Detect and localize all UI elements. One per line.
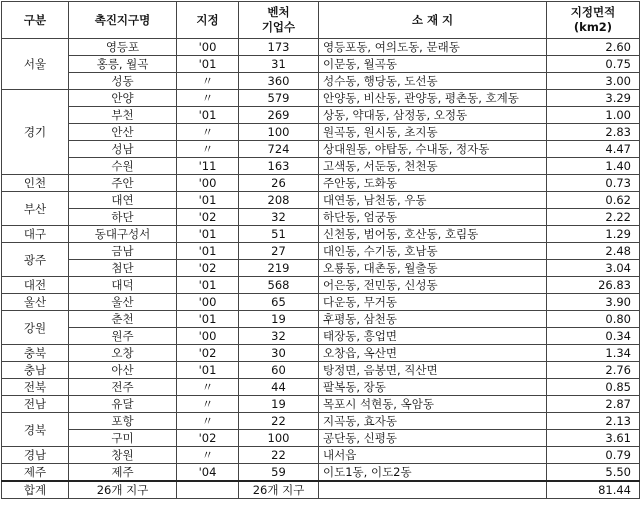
table-row xyxy=(2,464,640,482)
venture-count-cell: 31 xyxy=(239,56,319,73)
designated-year-cell: '11 xyxy=(177,158,239,175)
location-cell: 공단동, 신평동 xyxy=(319,430,547,447)
location-cell: 어은동, 전민동, 신성동 xyxy=(319,277,547,294)
venture-count-cell: 19 xyxy=(239,396,319,413)
designated-year-cell: '01 xyxy=(177,311,239,328)
area-cell: 1.40 xyxy=(547,158,640,175)
region-cell: 충남 xyxy=(2,362,69,379)
area-cell: 3.04 xyxy=(547,260,640,277)
area-cell: 2.13 xyxy=(547,413,640,430)
table-row xyxy=(2,107,640,124)
zone-name-cell: 구미 xyxy=(69,430,177,447)
location-cell: 성수동, 행당동, 도선동 xyxy=(319,73,547,90)
total-count: 26개 지구 xyxy=(239,481,319,499)
table-row xyxy=(2,328,640,345)
designated-year-cell: '00 xyxy=(177,39,239,56)
area-cell: 3.90 xyxy=(547,294,640,311)
region-cell: 부산 xyxy=(2,192,69,226)
designated-year-cell: '01 xyxy=(177,56,239,73)
region-cell: 광주 xyxy=(2,243,69,277)
designated-year-cell: 〃 xyxy=(177,413,239,430)
table-row xyxy=(2,158,640,175)
location-cell: 오룡동, 대촌동, 월출동 xyxy=(319,260,547,277)
table-row xyxy=(2,447,640,464)
zone-name-cell: 부천 xyxy=(69,107,177,124)
total-zones: 26개 지구 xyxy=(69,481,177,499)
venture-count-cell: 44 xyxy=(239,379,319,396)
table-row xyxy=(2,73,640,90)
zone-name-cell: 안산 xyxy=(69,124,177,141)
total-designated xyxy=(177,481,239,499)
location-cell: 대연동, 남천동, 우동 xyxy=(319,192,547,209)
zone-name-cell: 포항 xyxy=(69,413,177,430)
region-cell: 전남 xyxy=(2,396,69,413)
area-cell: 1.00 xyxy=(547,107,640,124)
area-cell: 0.79 xyxy=(547,447,640,464)
venture-count-cell: 60 xyxy=(239,362,319,379)
designated-year-cell: '00 xyxy=(177,175,239,192)
table-row xyxy=(2,141,640,158)
venture-count-cell: 32 xyxy=(239,209,319,226)
zone-name-cell: 성남 xyxy=(69,141,177,158)
area-cell: 3.29 xyxy=(547,90,640,107)
area-cell: 26.83 xyxy=(547,277,640,294)
area-cell: 2.83 xyxy=(547,124,640,141)
zone-name-cell: 성동 xyxy=(69,73,177,90)
designated-year-cell: '01 xyxy=(177,107,239,124)
designated-year-cell: 〃 xyxy=(177,396,239,413)
designated-year-cell: '01 xyxy=(177,243,239,260)
location-cell: 후평동, 삼천동 xyxy=(319,311,547,328)
location-cell: 탕정면, 음봉면, 직산면 xyxy=(319,362,547,379)
region-cell: 전북 xyxy=(2,379,69,396)
table-row xyxy=(2,362,640,379)
venture-count-cell: 163 xyxy=(239,158,319,175)
zone-name-cell: 아산 xyxy=(69,362,177,379)
area-cell: 1.29 xyxy=(547,226,640,243)
location-cell: 팔복동, 장동 xyxy=(319,379,547,396)
area-cell: 2.22 xyxy=(547,209,640,226)
table-row xyxy=(2,124,640,141)
total-location xyxy=(319,481,547,499)
location-cell: 신천동, 범어동, 호산동, 호림동 xyxy=(319,226,547,243)
header-region: 구분 xyxy=(2,2,69,39)
zone-name-cell: 원주 xyxy=(69,328,177,345)
region-cell: 경기 xyxy=(2,90,69,175)
region-cell: 경북 xyxy=(2,413,69,447)
table-row xyxy=(2,90,640,107)
area-cell: 0.75 xyxy=(547,56,640,73)
designated-year-cell: '01 xyxy=(177,277,239,294)
venture-count-cell: 100 xyxy=(239,430,319,447)
zone-name-cell: 홍릉, 월곡 xyxy=(69,56,177,73)
table-body xyxy=(2,39,640,482)
area-cell: 2.76 xyxy=(547,362,640,379)
designated-year-cell: 〃 xyxy=(177,379,239,396)
table-row xyxy=(2,311,640,328)
area-cell: 1.34 xyxy=(547,345,640,362)
header-location: 소 재 지 xyxy=(319,2,547,39)
venture-count-cell: 568 xyxy=(239,277,319,294)
table-container xyxy=(1,1,640,499)
zone-name-cell: 울산 xyxy=(69,294,177,311)
table-row xyxy=(2,277,640,294)
venture-count-cell: 208 xyxy=(239,192,319,209)
designated-year-cell: '02 xyxy=(177,260,239,277)
location-cell: 안양동, 비산동, 관양동, 평촌동, 호계동 xyxy=(319,90,547,107)
designated-year-cell: 〃 xyxy=(177,141,239,158)
designated-year-cell: 〃 xyxy=(177,124,239,141)
designated-year-cell: 〃 xyxy=(177,447,239,464)
venture-count-cell: 27 xyxy=(239,243,319,260)
zone-name-cell: 전주 xyxy=(69,379,177,396)
designated-year-cell: '01 xyxy=(177,226,239,243)
table-row xyxy=(2,294,640,311)
venture-count-cell: 26 xyxy=(239,175,319,192)
region-cell: 울산 xyxy=(2,294,69,311)
region-cell: 대전 xyxy=(2,277,69,294)
region-cell: 경남 xyxy=(2,447,69,464)
venture-count-cell: 269 xyxy=(239,107,319,124)
area-cell: 2.60 xyxy=(547,39,640,56)
table-row xyxy=(2,413,640,430)
zone-name-cell: 금남 xyxy=(69,243,177,260)
table-row xyxy=(2,260,640,277)
location-cell: 지곡동, 효자동 xyxy=(319,413,547,430)
venture-count-cell: 219 xyxy=(239,260,319,277)
location-cell: 이도1동, 이도2동 xyxy=(319,464,547,482)
zone-name-cell: 주안 xyxy=(69,175,177,192)
area-cell: 0.34 xyxy=(547,328,640,345)
zone-name-cell: 오창 xyxy=(69,345,177,362)
table-row xyxy=(2,175,640,192)
venture-count-cell: 100 xyxy=(239,124,319,141)
zone-name-cell: 첨단 xyxy=(69,260,177,277)
venture-count-cell: 579 xyxy=(239,90,319,107)
venture-count-cell: 724 xyxy=(239,141,319,158)
location-cell: 대인동, 수기동, 호남동 xyxy=(319,243,547,260)
venture-count-cell: 22 xyxy=(239,413,319,430)
total-row xyxy=(2,481,640,499)
zone-name-cell: 하단 xyxy=(69,209,177,226)
table-row xyxy=(2,226,640,243)
table-row xyxy=(2,192,640,209)
zone-name-cell: 안양 xyxy=(69,90,177,107)
venture-zone-table xyxy=(1,1,640,499)
region-cell: 인천 xyxy=(2,175,69,192)
designated-year-cell: '01 xyxy=(177,192,239,209)
header-zone: 촉진지구명 xyxy=(69,2,177,39)
area-cell: 2.87 xyxy=(547,396,640,413)
header-designated: 지정 xyxy=(177,2,239,39)
venture-count-cell: 22 xyxy=(239,447,319,464)
venture-count-cell: 51 xyxy=(239,226,319,243)
location-cell: 목포시 석현동, 옥암동 xyxy=(319,396,547,413)
area-cell: 0.80 xyxy=(547,311,640,328)
total-label: 합계 xyxy=(2,481,69,499)
designated-year-cell: '04 xyxy=(177,464,239,482)
designated-year-cell: 〃 xyxy=(177,73,239,90)
venture-count-cell: 59 xyxy=(239,464,319,482)
venture-count-cell: 19 xyxy=(239,311,319,328)
designated-year-cell: '01 xyxy=(177,362,239,379)
area-cell: 2.48 xyxy=(547,243,640,260)
region-cell: 대구 xyxy=(2,226,69,243)
designated-year-cell: '00 xyxy=(177,328,239,345)
zone-name-cell: 춘천 xyxy=(69,311,177,328)
region-cell: 제주 xyxy=(2,464,69,482)
table-row xyxy=(2,209,640,226)
region-cell: 강원 xyxy=(2,311,69,345)
designated-year-cell: 〃 xyxy=(177,90,239,107)
location-cell: 오창읍, 옥산면 xyxy=(319,345,547,362)
venture-count-cell: 30 xyxy=(239,345,319,362)
area-cell: 3.61 xyxy=(547,430,640,447)
total-area: 81.44 xyxy=(547,481,640,499)
area-cell: 0.62 xyxy=(547,192,640,209)
location-cell: 원곡동, 원시동, 초지동 xyxy=(319,124,547,141)
location-cell: 영등포동, 여의도동, 문래동 xyxy=(319,39,547,56)
header-row xyxy=(2,2,640,39)
location-cell: 고색동, 서둔동, 천천동 xyxy=(319,158,547,175)
area-cell: 0.73 xyxy=(547,175,640,192)
zone-name-cell: 동대구성서 xyxy=(69,226,177,243)
area-cell: 0.85 xyxy=(547,379,640,396)
venture-count-cell: 360 xyxy=(239,73,319,90)
zone-name-cell: 영등포 xyxy=(69,39,177,56)
location-cell: 이문동, 월곡동 xyxy=(319,56,547,73)
table-row xyxy=(2,345,640,362)
header-area: 지정면적 (km2) xyxy=(547,2,640,39)
venture-count-cell: 173 xyxy=(239,39,319,56)
venture-count-cell: 65 xyxy=(239,294,319,311)
location-cell: 다운동, 무거동 xyxy=(319,294,547,311)
table-row xyxy=(2,430,640,447)
area-cell: 5.50 xyxy=(547,464,640,482)
table-row xyxy=(2,39,640,56)
zone-name-cell: 제주 xyxy=(69,464,177,482)
location-cell: 상동, 약대동, 삼정동, 오정동 xyxy=(319,107,547,124)
area-cell: 4.47 xyxy=(547,141,640,158)
designated-year-cell: '02 xyxy=(177,430,239,447)
venture-count-cell: 32 xyxy=(239,328,319,345)
zone-name-cell: 창원 xyxy=(69,447,177,464)
table-row xyxy=(2,379,640,396)
table-row xyxy=(2,243,640,260)
location-cell: 태장동, 흥업면 xyxy=(319,328,547,345)
designated-year-cell: '02 xyxy=(177,345,239,362)
location-cell: 하단동, 엄궁동 xyxy=(319,209,547,226)
region-cell: 충북 xyxy=(2,345,69,362)
table-row xyxy=(2,396,640,413)
header-venture-count: 벤처 기업수 xyxy=(239,2,319,39)
region-cell: 서울 xyxy=(2,39,69,90)
table-row xyxy=(2,56,640,73)
zone-name-cell: 유달 xyxy=(69,396,177,413)
designated-year-cell: '02 xyxy=(177,209,239,226)
location-cell: 주안동, 도화동 xyxy=(319,175,547,192)
zone-name-cell: 대연 xyxy=(69,192,177,209)
location-cell: 내서읍 xyxy=(319,447,547,464)
location-cell: 상대원동, 야탑동, 수내동, 정자동 xyxy=(319,141,547,158)
zone-name-cell: 대덕 xyxy=(69,277,177,294)
area-cell: 3.00 xyxy=(547,73,640,90)
designated-year-cell: '00 xyxy=(177,294,239,311)
zone-name-cell: 수원 xyxy=(69,158,177,175)
